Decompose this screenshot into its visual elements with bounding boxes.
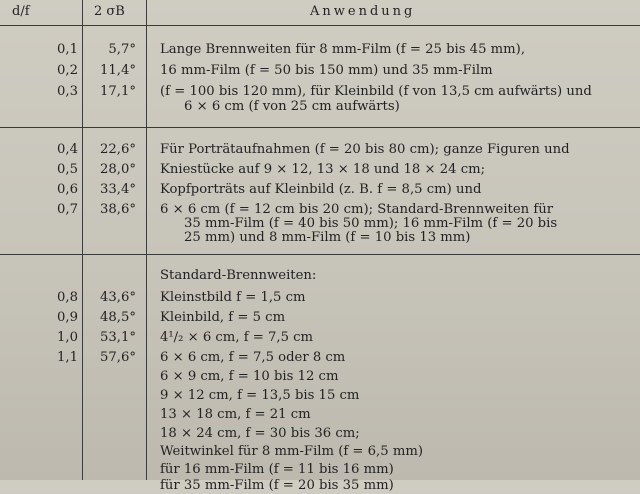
- group2-rule: [0, 254, 640, 255]
- text-0-5: Kniestücke auf 9 × 12, 13 × 18 und 18 × 24 cm;: [160, 162, 486, 177]
- df-0-1: 0,1: [57, 42, 78, 57]
- df-0-6: 0,6: [57, 182, 78, 197]
- column-rule-1: [82, 0, 83, 480]
- angle-0-5: 28,0°: [100, 162, 136, 177]
- df-0-5: 0,5: [57, 162, 78, 177]
- text-0-4: Für Porträtaufnahmen (f = 20 bis 80 cm); ganze Figuren und: [160, 142, 570, 157]
- angle-0-7: 38,6°: [100, 202, 136, 217]
- text-0-9: Kleinbild, f = 5 cm: [160, 310, 286, 325]
- angle-0-9: 48,5°: [100, 310, 136, 325]
- text-line-9x12: 9 × 12 cm, f = 13,5 bis 15 cm: [160, 388, 360, 403]
- angle-1-0: 53,1°: [100, 330, 136, 345]
- text-0-2: 16 mm-Film (f = 50 bis 150 mm) und 35 mm-Film: [160, 63, 493, 78]
- df-1-0: 1,0: [57, 330, 78, 345]
- text-0-7-continued-2: 25 mm) und 8 mm-Film (f = 10 bis 13 mm): [184, 230, 471, 245]
- text-1-0: 4¹/₂ × 6 cm, f = 7,5 cm: [160, 330, 314, 345]
- angle-0-2: 11,4°: [100, 63, 136, 78]
- standard-heading: Standard-Brennweiten:: [160, 268, 317, 283]
- text-0-7-continued-1: 35 mm-Film (f = 40 bis 50 mm); 16 mm-Film (f = 20 bis: [184, 216, 558, 231]
- angle-1-1: 57,6°: [100, 350, 136, 365]
- df-0-3: 0,3: [57, 84, 78, 99]
- angle-0-1: 5,7°: [108, 42, 136, 57]
- angle-0-4: 22,6°: [100, 142, 136, 157]
- text-line-weitwinkel-8mm: Weitwinkel für 8 mm-Film (f = 6,5 mm): [160, 444, 423, 459]
- text-0-6: Kopfporträts auf Kleinbild (z. B. f = 8,5 cm) und: [160, 182, 482, 197]
- column-rule-2: [146, 0, 147, 480]
- text-1-1: 6 × 6 cm, f = 7,5 oder 8 cm: [160, 350, 346, 365]
- df-0-7: 0,7: [57, 202, 78, 217]
- header-anwendung: Anwendung: [310, 4, 416, 19]
- text-line-18x24: 18 × 24 cm, f = 30 bis 36 cm;: [160, 426, 360, 441]
- angle-0-6: 33,4°: [100, 182, 136, 197]
- text-0-3-continued: 6 × 6 cm (f von 25 cm aufwärts): [184, 99, 400, 114]
- group1-rule: [0, 127, 640, 128]
- text-0-8: Kleinstbild f = 1,5 cm: [160, 290, 306, 305]
- text-0-7: 6 × 6 cm (f = 12 cm bis 20 cm); Standard-Brennweiten für: [160, 202, 554, 217]
- df-0-4: 0,4: [57, 142, 78, 157]
- df-0-8: 0,8: [57, 290, 78, 305]
- df-1-1: 1,1: [57, 350, 78, 365]
- text-line-35mm: für 35 mm-Film (f = 20 bis 35 mm): [160, 478, 394, 493]
- df-0-2: 0,2: [57, 63, 78, 78]
- header-rule: [0, 25, 640, 26]
- text-line-13x18: 13 × 18 cm, f = 21 cm: [160, 407, 311, 422]
- text-0-1: Lange Brennweiten für 8 mm-Film (f = 25 bis 45 mm),: [160, 42, 526, 57]
- header-df: d/f: [12, 4, 30, 19]
- text-0-3: (f = 100 bis 120 mm), für Kleinbild (f von 13,5 cm aufwärts) und: [160, 84, 592, 99]
- text-line-6x9: 6 × 9 cm, f = 10 bis 12 cm: [160, 369, 339, 384]
- df-0-9: 0,9: [57, 310, 78, 325]
- text-line-16mm: für 16 mm-Film (f = 11 bis 16 mm): [160, 462, 394, 477]
- header-angle: 2 σB: [94, 4, 125, 19]
- angle-0-8: 43,6°: [100, 290, 136, 305]
- angle-0-3: 17,1°: [100, 84, 136, 99]
